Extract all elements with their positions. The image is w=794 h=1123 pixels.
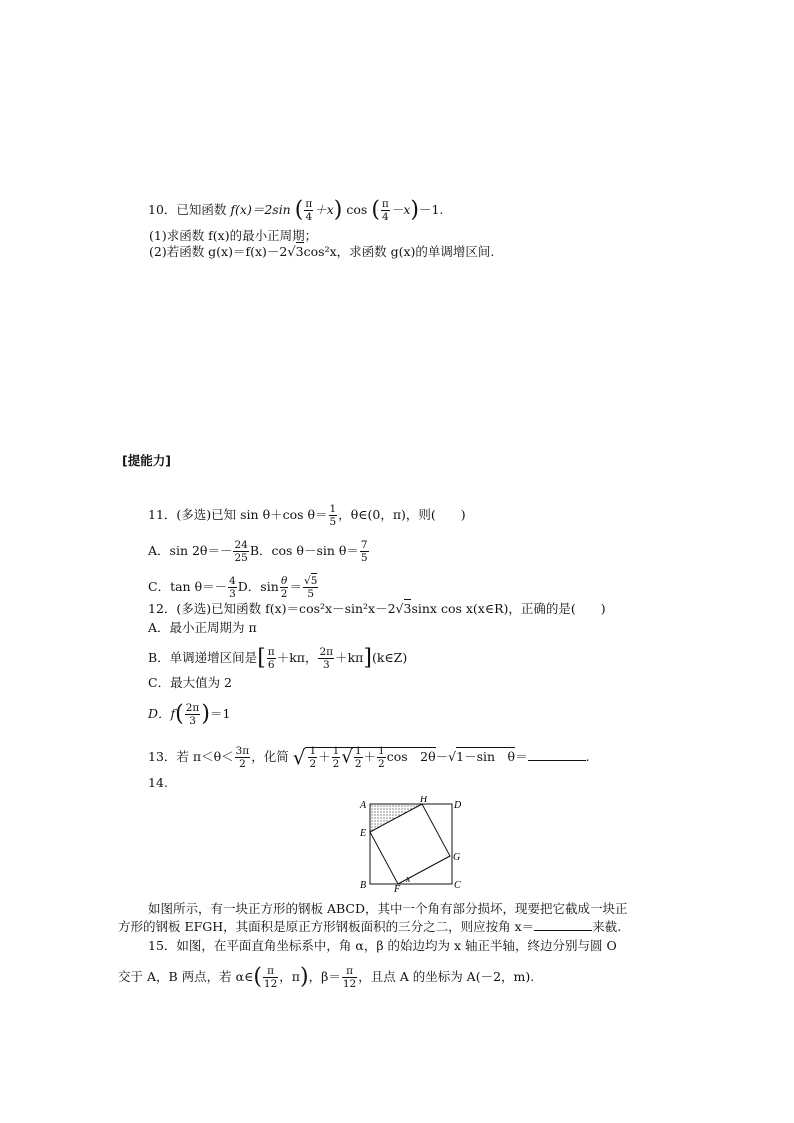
q12-option-a: A．最小正周期为 π (148, 620, 257, 635)
q12-stem: 12．(多选)已知函数 f(x)＝cos²x－sin²x－2√3sinx cos x(x∈R)，正确的是( ) (148, 601, 606, 616)
q10-part1: (1)求函数 f(x)的最小正周期； (149, 228, 318, 243)
q14-text-1: 如图所示，有一块正方形的钢板 ABCD，其中一个角有部分损坏，现要把它截成一块正 (148, 901, 628, 916)
label-b: B (360, 880, 367, 891)
label-d: D (454, 800, 462, 811)
answer-blank (528, 748, 586, 761)
label-c: C (454, 880, 461, 891)
q10-part2: (2)若函数 g(x)＝f(x)－2√3cos²x，求函数 g(x)的单调增区间. (149, 244, 495, 260)
q15-text-2: 交于 A，B 两点，若 α∈( $\frac{\pi}{12}$ ，π)，β＝ $\frac{\pi}{12}$ ，且点 A 的坐标为 A(－2，m). (118, 964, 535, 990)
q11-options-ab: A．sin 2θ＝－ $\frac{24}{25}$ B．cos θ－sin θ＝ $\frac{7}{5}$ (148, 539, 368, 564)
q10-line: 10．已知函数 f(x)＝2sin ( $\frac{\pi}{4}$ ＋x) cos ( $\frac{\pi}{4}$ －x)－1. (148, 197, 444, 223)
label-a: A (360, 800, 367, 811)
q10-number: 10．已知函数 (148, 202, 227, 217)
q12-option-b: B．单调递增区间是[ $\frac{\pi}{6}$ ＋kπ， $\frac{2\pi}{3}$ ＋kπ](k∈Z) (148, 645, 408, 671)
q14-number: 14. (148, 775, 168, 790)
q11-options-cd: C．tan θ＝－ $\frac{4}{3}$ D．sin $\frac{\theta}{2}$ ＝ $\frac{√5}{5}$ (148, 575, 318, 600)
answer-blank-x (534, 918, 592, 931)
frac-pi-4: $\frac{\pi}{4}$ (305, 198, 313, 223)
q12-option-d: D．f( $\frac{2\pi}{3}$ )＝1 (148, 701, 231, 727)
q10-fx: f(x)＝2sin (230, 202, 291, 217)
q13-line: 13．若 π＜θ＜ $\frac{3\pi}{2}$ ，化简 √ $\frac{1}{2}$ ＋ $\frac{1}{2}$ √ $\frac{1}{2}$ ＋ $\frac{1}{2}$ cos 2θ－√1－sin θ＝ . (148, 745, 590, 770)
label-f: F (394, 884, 401, 892)
frac-1-5: $\frac{1}{5}$ (329, 503, 337, 528)
paren-open: ( (294, 197, 304, 223)
q11-stem: 11．(多选)已知 sin θ＋cos θ＝ $\frac{1}{5}$ ，θ∈(0，π)，则( ) (148, 503, 466, 528)
label-x: x (406, 874, 411, 885)
q12-option-c: C．最大值为 2 (148, 675, 232, 690)
square-diagram (356, 796, 466, 892)
sqrt-sign: √ (287, 245, 296, 260)
section-title: [提能力] (122, 453, 171, 468)
label-g: G (453, 852, 461, 863)
frac-pi-4b: $\frac{\pi}{4}$ (381, 198, 389, 223)
label-h: H (420, 796, 428, 805)
q15-text-1: 15．如图，在平面直角坐标系中，角 α，β 的始边均为 x 轴正半轴，终边分别与圆 O (148, 938, 617, 953)
q14-text-2: 方形的钢板 EFGH，其面积是原正方形钢板面积的三分之二，则应按角 x＝ 来截. (118, 919, 622, 934)
label-e: E (360, 828, 367, 839)
